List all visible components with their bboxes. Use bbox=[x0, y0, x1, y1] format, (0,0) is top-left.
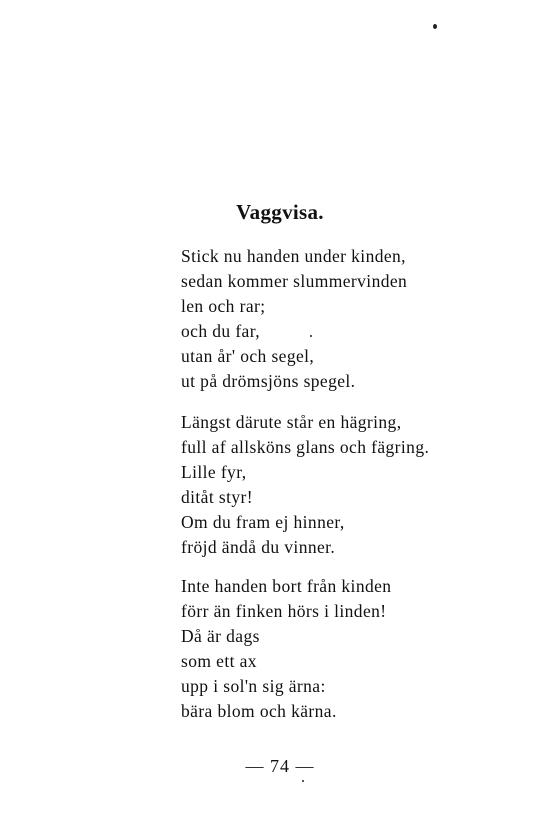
poem-line: ditåt styr! bbox=[181, 487, 253, 507]
poem-line: upp i sol'n sig ärna: bbox=[181, 676, 326, 696]
stanza bbox=[181, 244, 407, 394]
poem-line: utan år' och segel, bbox=[181, 346, 315, 366]
poem-line: sedan kommer slummervinden bbox=[181, 271, 408, 291]
poem-line: len och rar; bbox=[181, 296, 266, 316]
poem-line: Inte handen bort från kinden bbox=[181, 576, 392, 596]
poem-line: full af allsköns glans och fägring. bbox=[181, 437, 430, 457]
poem-title: Vaggvisa. bbox=[236, 200, 324, 224]
poem-line: som ett ax bbox=[181, 651, 257, 671]
page-number: — 74 — bbox=[245, 756, 315, 776]
poem-line: förr än finken hörs i linden! bbox=[181, 601, 387, 621]
print-speck bbox=[433, 24, 437, 29]
poem-line: Stick nu handen under kinden, bbox=[181, 246, 406, 266]
poem-line: och du far, bbox=[181, 321, 261, 341]
poem-line: Om du fram ej hinner, bbox=[181, 512, 345, 532]
stanza bbox=[181, 574, 391, 724]
poem-line: Lille fyr, bbox=[181, 462, 247, 482]
poem-line: fröjd ändå du vinner. bbox=[181, 537, 336, 557]
poem-line: bära blom och kärna. bbox=[181, 701, 337, 721]
print-speck bbox=[302, 780, 304, 782]
poem-line: Längst därute står en hägring, bbox=[181, 412, 402, 432]
poem-line: ut på drömsjöns spegel. bbox=[181, 371, 356, 391]
poem-line: Då är dags bbox=[181, 626, 260, 646]
stanza bbox=[181, 410, 429, 560]
